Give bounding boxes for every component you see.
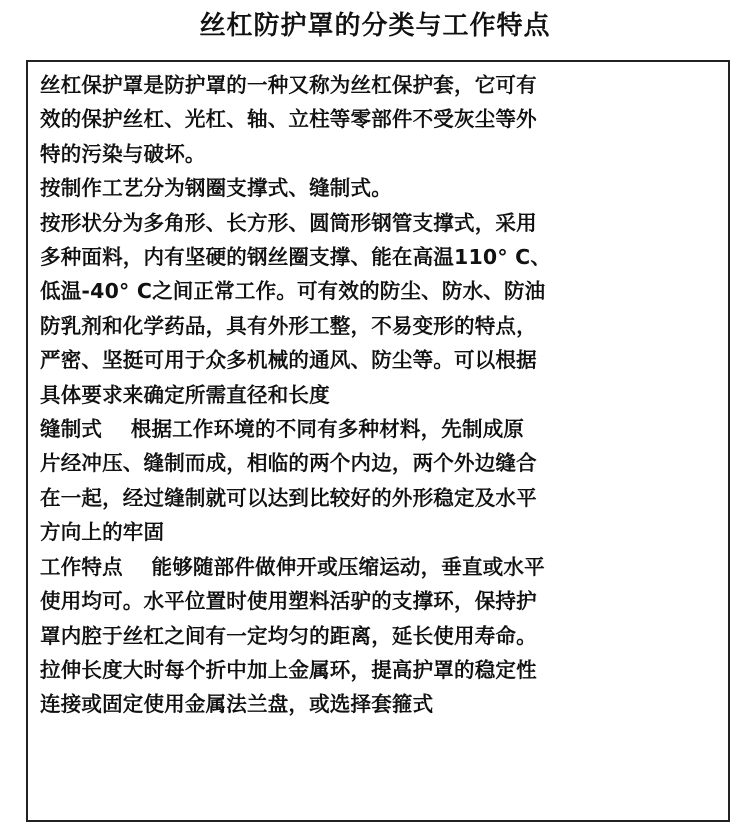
text-line: 按制作工艺分为钢圈支撑式、缝制式。	[40, 176, 392, 201]
text-line-work-features	[40, 550, 720, 584]
text-line: 方向上的牢固	[40, 520, 165, 545]
content-box	[26, 60, 730, 822]
text-line: 按形状分为多角形、长方形、圆筒形钢管支撑式，采用	[40, 210, 537, 235]
text-line: 多种面料，内有坚硬的钢丝圈支撑、能在高温110° C、	[40, 245, 552, 270]
text-line-sewn-type	[40, 412, 720, 446]
text-line: 连接或固定使用金属法兰盘，或选择套箍式	[40, 692, 434, 717]
text-line: 片经冲压、缝制而成，相临的两个内边，两个外边缝合	[40, 451, 537, 476]
text-line: 严密、坚挺可用于众多机械的通风、防尘等。可以根据	[40, 348, 537, 373]
text-line: 具体要求来确定所需直径和长度	[40, 382, 330, 407]
text-line: 在一起，经过缝制就可以达到比较好的外形稳定及水平	[40, 485, 537, 510]
text-line: 罩内腔于丝杠之间有一定均匀的距离，延长使用寿命。	[40, 623, 537, 648]
page-title: 丝杠防护罩的分类与工作特点	[199, 11, 551, 41]
text-line: 拉伸长度大时每个折中加上金属环，提高护罩的稳定性	[40, 657, 537, 682]
section-text-work-features: 能够随部件做伸开或压缩运动，垂直或水平	[151, 554, 545, 579]
text-line: 特的污染与破坏。	[40, 141, 206, 166]
text-line: 防乳剂和化学药品，具有外形工整，不易变形的特点，	[40, 313, 537, 338]
text-line: 低温-40° C之间正常工作。可有效的防尘、防水、防油	[40, 279, 546, 304]
section-label-work-features: 工作特点	[40, 554, 123, 579]
section-text-sewn-type: 根据工作环境的不同有多种材料，先制成原	[130, 417, 525, 442]
text-line: 使用均可。水平位置时使用塑料活驴的支撑环，保持护	[40, 589, 537, 614]
text-line: 丝杠保护罩是防护罩的一种又称为丝杠保护套，它可有	[40, 73, 537, 97]
section-label-sewn-type: 缝制式	[40, 417, 103, 442]
text-line: 效的保护丝杠、光杠、轴、立柱等零部件不受灰尘等外	[40, 107, 537, 132]
